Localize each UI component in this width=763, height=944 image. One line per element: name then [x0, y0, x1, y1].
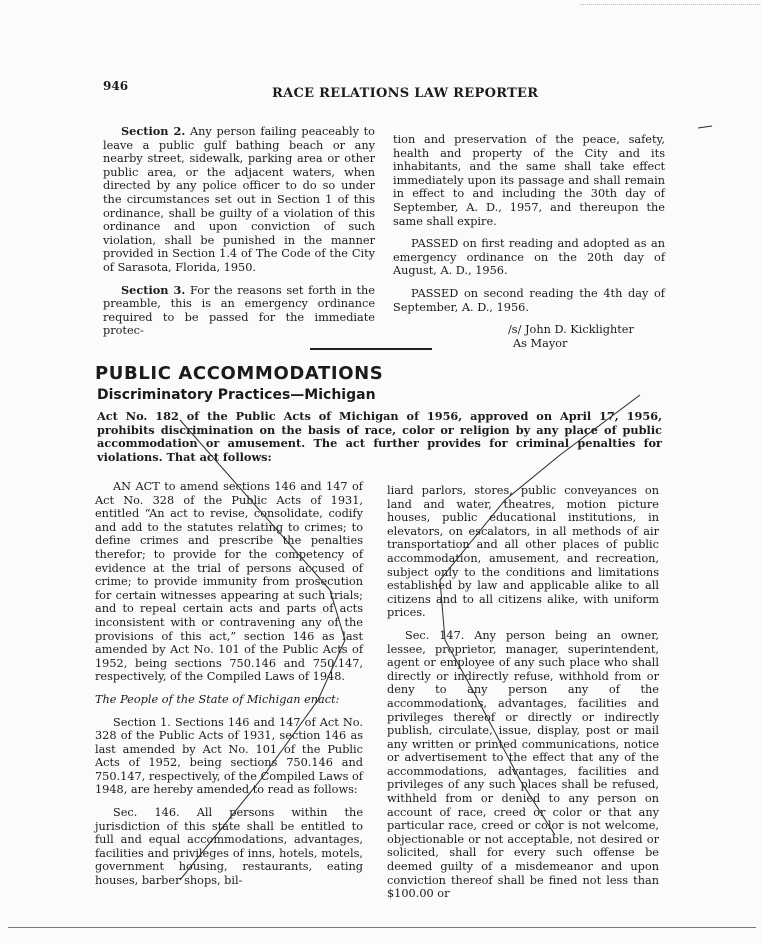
ordinance-continuation: tion and preservation of the peace, safety, health and property of the City and its inhabitants, and the same shall take effect immediately upon its passage and shall remain in effect to and including the 30th day of September, A. D., 1957, and thereupon the same shall expire.	[393, 133, 665, 228]
lower-left-column	[95, 480, 363, 897]
section-1-paragraph: Section 1. Sections 146 and 147 of Act No. 328 of the Public Acts of 1931, section 146 as last amended by Act No. 101 of the Public Acts of 1952, being sections 750.146 and 750.147, respectively, of the Compiled Laws of 1948, are hereby amended to read as follows:	[95, 715, 363, 797]
passed-second-reading: PASSED on second reading the 4th day of September, A. D., 1956.	[393, 286, 665, 314]
section-title: PUBLIC ACCOMMODATIONS	[95, 363, 384, 384]
margin-dash-mark	[698, 126, 712, 128]
upper-right-column	[393, 133, 665, 350]
headnote: Act No. 182 of the Public Acts of Michigan of 1956, approved on April 17, 1956, prohibits discrimination on the basis of race, color or religion by any place of public accommodation or amusement. The act further provides for criminal penalties for violations. That act follows:	[97, 409, 662, 464]
passed-first-reading: PASSED on first reading and adopted as an emergency ordinance on the 20th day of August, A. D., 1956.	[393, 237, 665, 278]
section-3-label: Section 3.	[121, 282, 186, 297]
section-divider	[310, 348, 432, 350]
page-number: 946	[103, 79, 129, 93]
mayor-signature: /s/ John D. Kicklighter	[508, 323, 634, 337]
section-3-paragraph	[103, 284, 375, 338]
section-2-text: Any person failing peaceably to leave a public gulf bathing beach or any nearby street, sidewalk, parking area or other public area, or the adjacent waters, when directed by any police officer to do so under the circumstances set out in Section 1 of this ordinance, shall be guilty of a violation of this ordinance and upon conviction of such violation, shall be punished in the manner provided in Section 1.4 of The Code of the City of Sarasota, Florida, 1950.	[103, 125, 375, 274]
act-title-paragraph: AN ACT to amend sections 146 and 147 of Act No. 328 of the Public Acts of 1931, entitled “An act to revise, consolidate, codify and add to the statutes relating to crimes; to define crimes and prescribe the penalties therefor; to provide for the competency of evidence at the trial of persons accused of crime; to provide immunity from prosecution for certain witnesses appearing at such trials; and to repeal certain acts and parts of acts inconsistent with or contravening any of the provisions of this act,” section 146 as last amended by Act No. 101 of the Public Acts of 1952, being sections 750.146 and 750.147, respectively, of the Compiled Laws of 1948.	[95, 480, 363, 684]
lower-right-column	[387, 484, 659, 910]
section-subtitle: Discriminatory Practices—Michigan	[97, 387, 376, 403]
enacting-clause: The People of the State of Michigan enact:	[95, 692, 340, 706]
top-dotted-edge	[580, 4, 760, 5]
section-2-paragraph	[103, 125, 375, 275]
sec-147-paragraph: Sec. 147. Any person being an owner, lessee, proprietor, manager, superintendent, agent or employee of any such place who shall directly or indirectly refuse, withhold from or deny to any person any of the accommodations, advantages, facilities and privileges thereof or directly or indirectly publish, circulate, issue, display, post or mail any written or printed communications, notice or advertisement to the effect that any of the accommodations, advantages, facilities and privileges of any such places shall be refused, withheld from or denied to any person on account of race, creed or color or that any particular race, creed or color is not welcome, objectionable or not acceptable, not desired or solicited, shall for every such offense be deemed guilty of a misdemeanor and upon conviction thereof shall be fined not less than $100.00 or	[387, 628, 659, 901]
section-2-label: Section 2.	[121, 124, 186, 138]
bottom-edge-line	[8, 927, 756, 928]
section-3-text: For the reasons set forth in the preamble, this is an emergency ordinance required to be passed for the immediate protec-	[103, 283, 375, 338]
sec-146-continuation: liard parlors, stores, public conveyances on land and water, theatres, motion picture houses, public educational institutions, in elevators, on escalators, in all methods of air transportation and all other places of public accommodation, amusement, and recreation, subject only to the conditions and limitations established by law and applicable alike to all citizens and to all citizens alike, with uniform prices.	[387, 484, 659, 620]
sec-146-paragraph: Sec. 146. All persons within the jurisdiction of this state shall be entitled to full and equal accommodations, advantages, facilities and privileges of inns, hotels, motels, government housing, restaurants, eating houses, barber shops, bil-	[95, 806, 363, 888]
mayor-title: As Mayor	[513, 336, 568, 350]
running-head: RACE RELATIONS LAW REPORTER	[272, 86, 539, 101]
upper-left-column	[103, 125, 375, 347]
